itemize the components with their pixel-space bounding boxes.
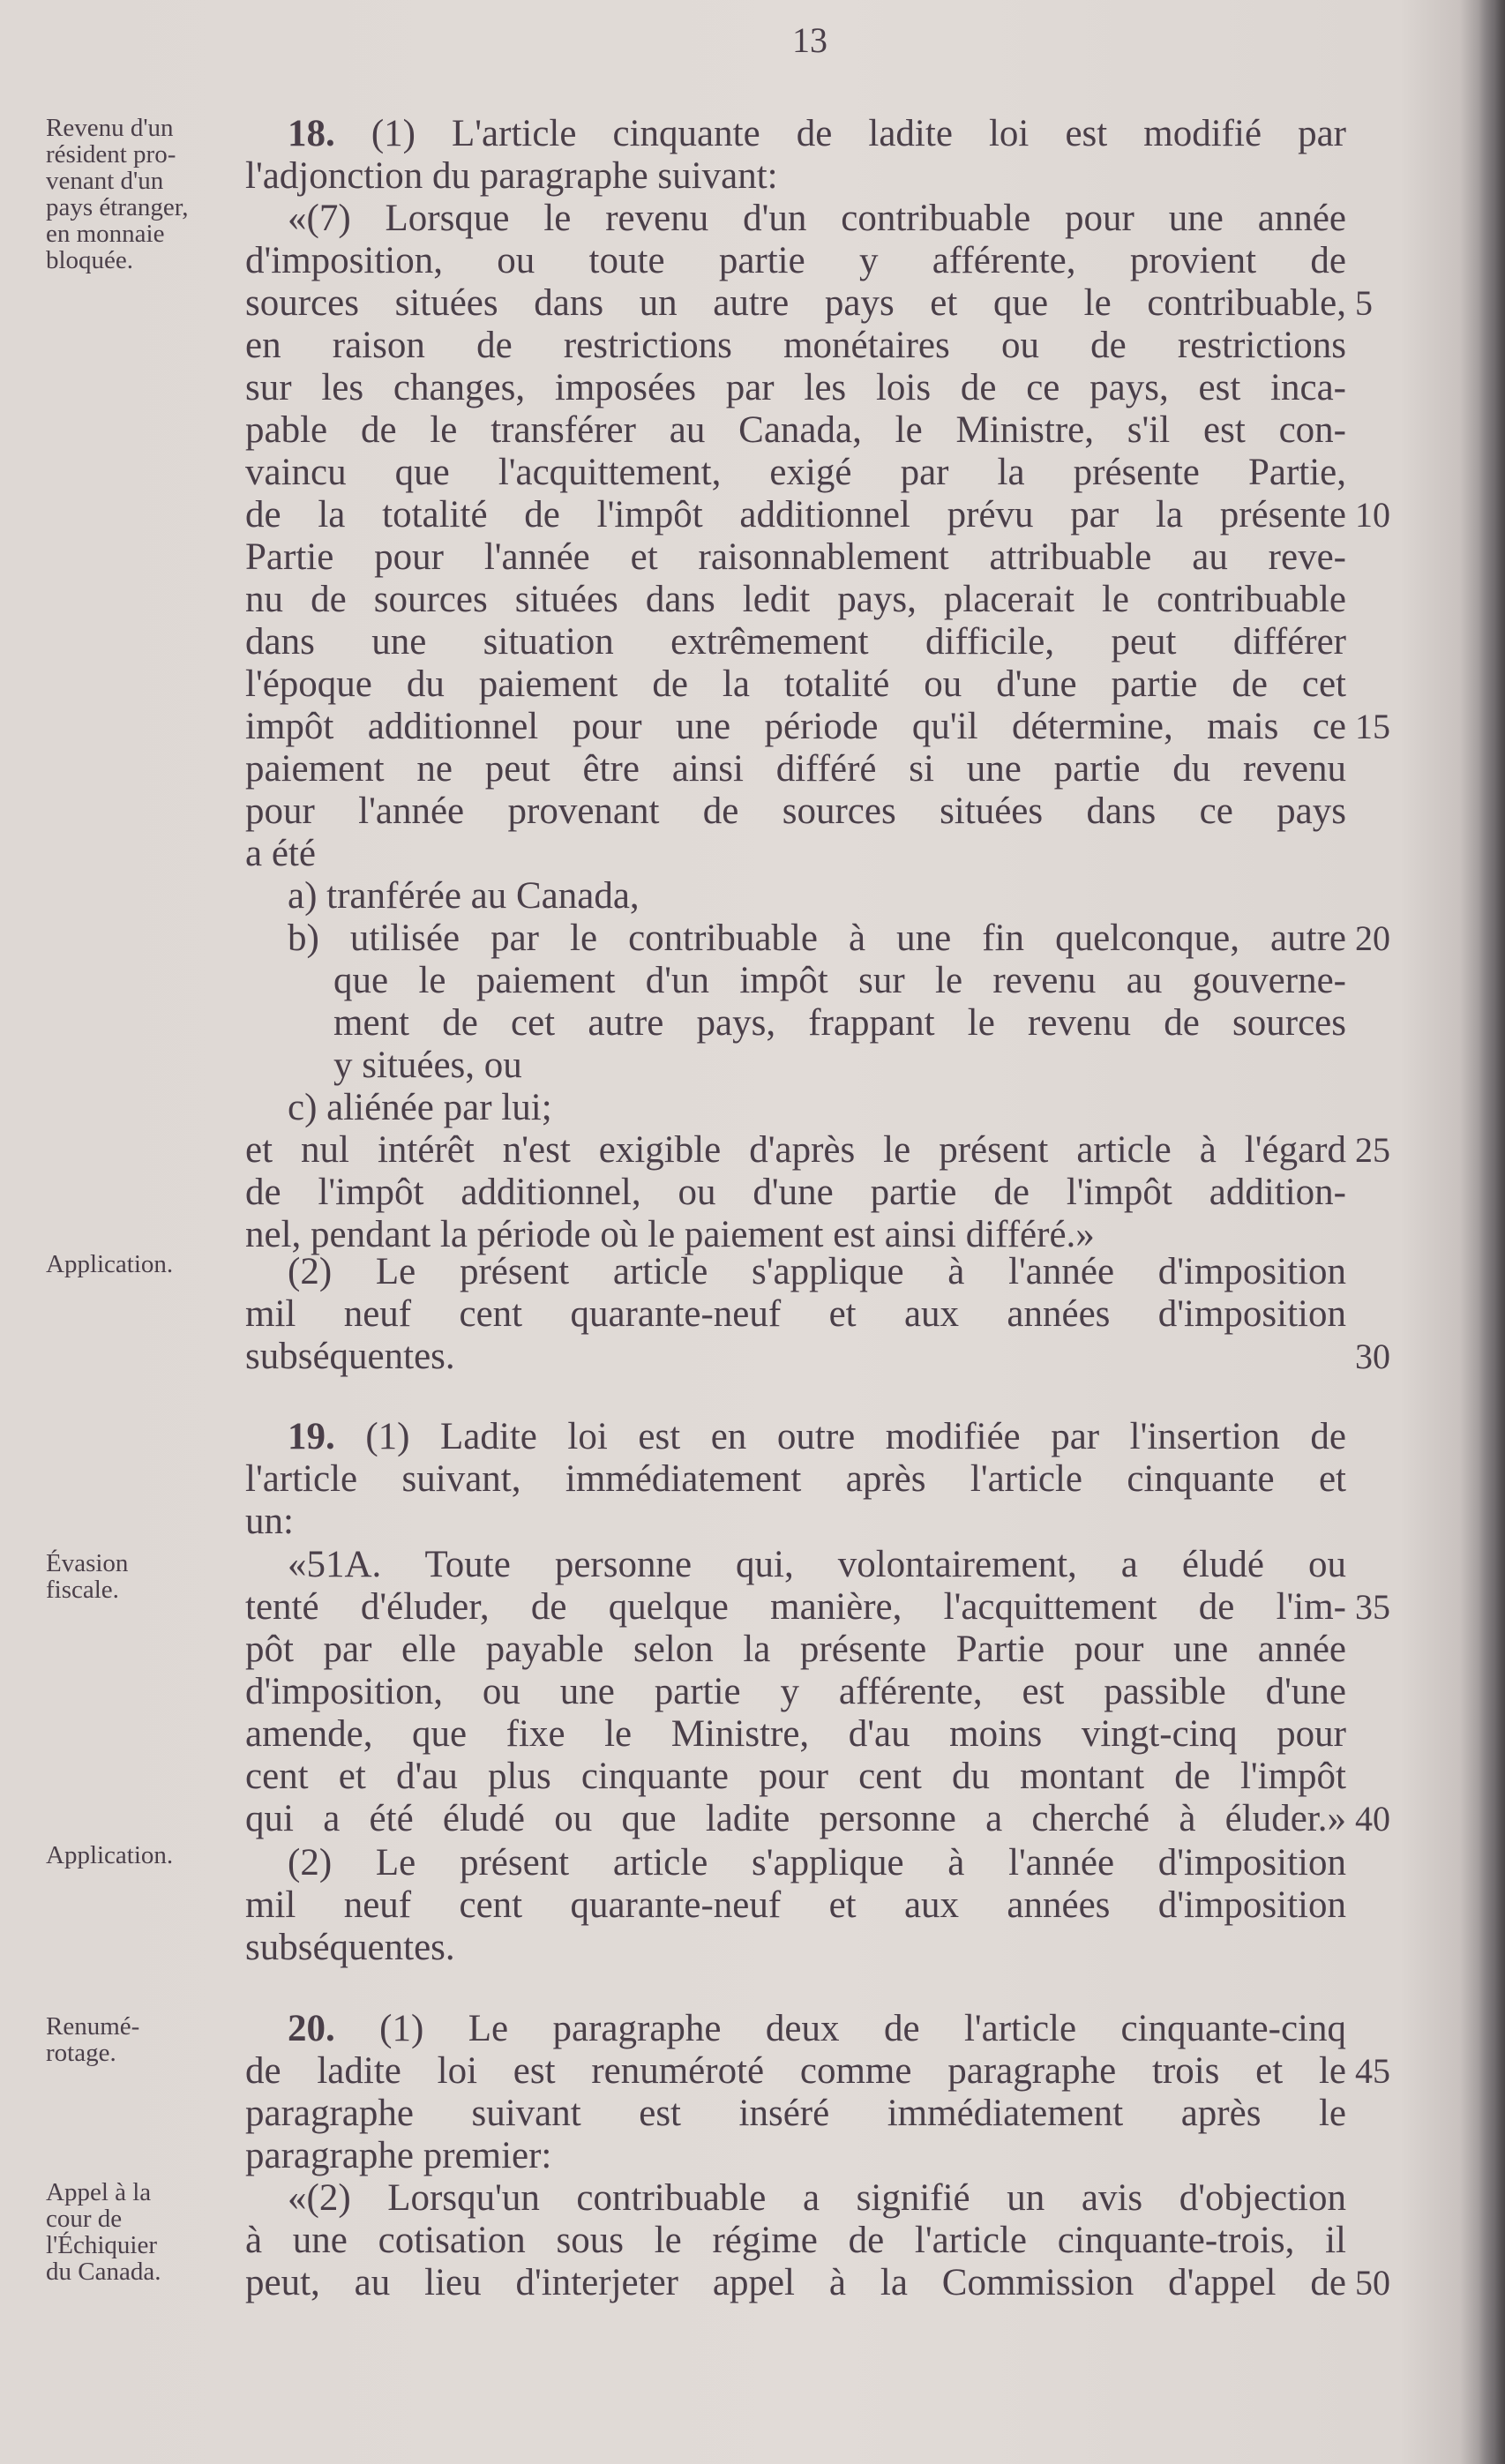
line-number: 30 (1355, 1337, 1390, 1376)
page-edge-shadow (1479, 0, 1505, 2464)
line-text: «(2) Lorsqu'un contribuable a signifié un avis d'objection (288, 2177, 1346, 2219)
text-line (245, 1129, 1346, 1172)
text-line (245, 579, 1346, 621)
line-text: (1) L'article cinquante de ladite loi est modifié par (334, 113, 1346, 154)
text-line (245, 1293, 1346, 1336)
line-text: subséquentes. (245, 1336, 455, 1377)
text-line (245, 240, 1346, 282)
line-text: paiement ne peut être ainsi différé si une partie du revenu (245, 748, 1346, 790)
line-text: a) tranférée au Canada, (288, 875, 640, 917)
section-number: 18. (288, 113, 335, 154)
line-text: mil neuf cent quarante-neuf et aux années d'imposition (245, 1884, 1346, 1926)
line-number: 40 (1355, 1799, 1390, 1839)
text-line (245, 2262, 1346, 2304)
line-text: impôt additionnel pour une période qu'il détermine, mais ce (245, 706, 1346, 747)
line-text: en raison de restrictions monétaires ou de restrictions (245, 325, 1346, 366)
line-number: 15 (1355, 707, 1390, 746)
line-text: que le paiement d'un impôt sur le revenu au gouverne- (333, 960, 1346, 1001)
text-line (288, 1416, 1346, 1458)
line-text: et nul intérêt n'est exigible d'après le présent article à l'égard (245, 1129, 1346, 1171)
text-line (245, 790, 1346, 833)
text-line (288, 1251, 1346, 1293)
line-text: nel, pendant la période où le paiement est ainsi différé.» (245, 1214, 1095, 1255)
line-text: subséquentes. (245, 1927, 455, 1968)
text-line (245, 1172, 1346, 1214)
line-text: d'imposition, ou une partie y afférente, est passible d'une (245, 1671, 1346, 1712)
text-line (245, 1884, 1346, 1927)
line-text: un: (245, 1501, 294, 1542)
text-line (288, 2008, 1346, 2050)
text-line (245, 1629, 1346, 1671)
text-line (245, 706, 1346, 748)
text-line (245, 621, 1346, 663)
text-line (288, 1544, 1346, 1586)
line-text: (2) Le présent article s'applique à l'année d'imposition (288, 1842, 1346, 1884)
line-text: sources situées dans un autre pays et que le contribuable, (245, 282, 1346, 324)
line-text: à une cotisation sous le régime de l'article cinquante-trois, il (245, 2220, 1346, 2261)
line-text: pour l'année provenant de sources situées dans ce pays (245, 790, 1346, 832)
line-text: qui a été éludé ou que ladite personne a cherché à éluder.» (245, 1798, 1346, 1839)
line-text: peut, au lieu d'interjeter appel à la Commission d'appel de (245, 2262, 1346, 2303)
line-text: b) utilisée par le contribuable à une fin quelconque, autre (288, 917, 1346, 959)
line-text: «51A. Toute personne qui, volontairement, a éludé ou (288, 1544, 1346, 1585)
line-text: d'imposition, ou toute partie y afférente, provient de (245, 240, 1346, 281)
text-line (245, 367, 1346, 409)
margin-note-application: Application. (46, 1841, 174, 1869)
line-text: sur les changes, imposées par les lois de ce pays, est inca- (245, 367, 1346, 408)
line-number: 50 (1355, 2263, 1390, 2303)
margin-note-application: Application. (46, 1250, 174, 1278)
page-number: 13 (792, 20, 827, 60)
text-line (245, 1336, 1346, 1378)
margin-note-blocked-currency: Revenu d'un résident pro- venant d'un pays étranger, en monnaie bloquée. (46, 114, 189, 274)
line-number: 35 (1355, 1587, 1390, 1627)
line-text: tenté d'éluder, de quelque manière, l'acquittement de l'im- (245, 1586, 1346, 1628)
line-text: de la totalité de l'impôt additionnel prévu par la présente (245, 494, 1346, 535)
text-line (333, 960, 1346, 1002)
line-text: de ladite loi est renuméroté comme paragraphe trois et le (245, 2050, 1346, 2092)
line-text: l'article suivant, immédiatement après l'article cinquante et (245, 1458, 1346, 1500)
text-line (288, 875, 1346, 917)
text-line (245, 1458, 1346, 1501)
line-text: mil neuf cent quarante-neuf et aux années d'imposition (245, 1293, 1346, 1335)
text-line (245, 2093, 1346, 2135)
text-line (245, 1214, 1346, 1256)
text-line (333, 1002, 1346, 1045)
margin-note-appeal-exchequer: Appel à la cour de l'Échiquier du Canada. (46, 2178, 161, 2286)
line-number: 5 (1355, 283, 1373, 323)
line-text: «(7) Lorsque le revenu d'un contribuable pour une année (288, 198, 1346, 239)
text-line (245, 282, 1346, 325)
text-line (245, 663, 1346, 706)
text-line (245, 1756, 1346, 1798)
margin-note-tax-evasion: Évasion fiscale. (46, 1549, 129, 1604)
line-text: l'époque du paiement de la totalité ou d'une partie de cet (245, 663, 1346, 705)
text-line (245, 536, 1346, 579)
text-line (288, 198, 1346, 240)
line-text: pôt par elle payable selon la présente Partie pour une année (245, 1629, 1346, 1670)
line-text: c) aliénée par lui; (288, 1087, 552, 1128)
line-text: paragraphe premier: (245, 2135, 552, 2176)
text-line (245, 452, 1346, 494)
line-number: 20 (1355, 918, 1390, 958)
line-number: 25 (1355, 1130, 1390, 1170)
line-text: ment de cet autre pays, frappant le revenu de sources (333, 1002, 1346, 1044)
text-line (245, 1713, 1346, 1756)
line-text: (1) Ladite loi est en outre modifiée par l'insertion de (334, 1416, 1346, 1457)
text-line (245, 409, 1346, 452)
line-text: a été (245, 833, 316, 874)
section-number: 19. (288, 1416, 335, 1457)
text-line (245, 1501, 1346, 1543)
line-text: dans une situation extrêmement difficile, peut différer (245, 621, 1346, 663)
text-line (245, 1927, 1346, 1969)
line-text: pable de le transférer au Canada, le Ministre, s'il est con- (245, 409, 1346, 451)
text-line (288, 2177, 1346, 2220)
line-text: l'adjonction du paragraphe suivant: (245, 155, 778, 197)
text-line (245, 494, 1346, 536)
text-line (245, 2050, 1346, 2093)
line-text: (1) Le paragraphe deux de l'article cinquante-cinq (334, 2008, 1346, 2049)
margin-note-renumbering: Renumé- rotage. (46, 2012, 140, 2067)
line-text: paragraphe suivant est inséré immédiatement après le (245, 2093, 1346, 2134)
text-line (245, 1798, 1346, 1840)
text-line (288, 1842, 1346, 1884)
text-line (245, 2220, 1346, 2262)
line-text: nu de sources situées dans ledit pays, placerait le contribuable (245, 579, 1346, 620)
line-number: 45 (1355, 2051, 1390, 2091)
text-line (245, 155, 1346, 198)
text-line (245, 748, 1346, 790)
text-line (245, 833, 1346, 875)
line-number: 10 (1355, 495, 1390, 535)
line-text: de l'impôt additionnel, ou d'une partie de l'impôt addition- (245, 1172, 1346, 1213)
text-line (333, 1045, 1346, 1087)
text-line (288, 1087, 1346, 1129)
line-text: (2) Le présent article s'applique à l'année d'imposition (288, 1251, 1346, 1292)
text-line (245, 1671, 1346, 1713)
line-text: amende, que fixe le Ministre, d'au moins vingt-cinq pour (245, 1713, 1346, 1755)
section-number: 20. (288, 2008, 335, 2049)
line-text: cent et d'au plus cinquante pour cent du montant de l'impôt (245, 1756, 1346, 1797)
text-line (245, 2135, 1346, 2177)
line-text: vaincu que l'acquittement, exigé par la présente Partie, (245, 452, 1346, 493)
text-line (288, 917, 1346, 960)
text-line (245, 1586, 1346, 1629)
text-line (288, 113, 1346, 155)
line-text: Partie pour l'année et raisonnablement attribuable au reve- (245, 536, 1346, 578)
line-text: y situées, ou (333, 1045, 522, 1086)
text-line (245, 325, 1346, 367)
